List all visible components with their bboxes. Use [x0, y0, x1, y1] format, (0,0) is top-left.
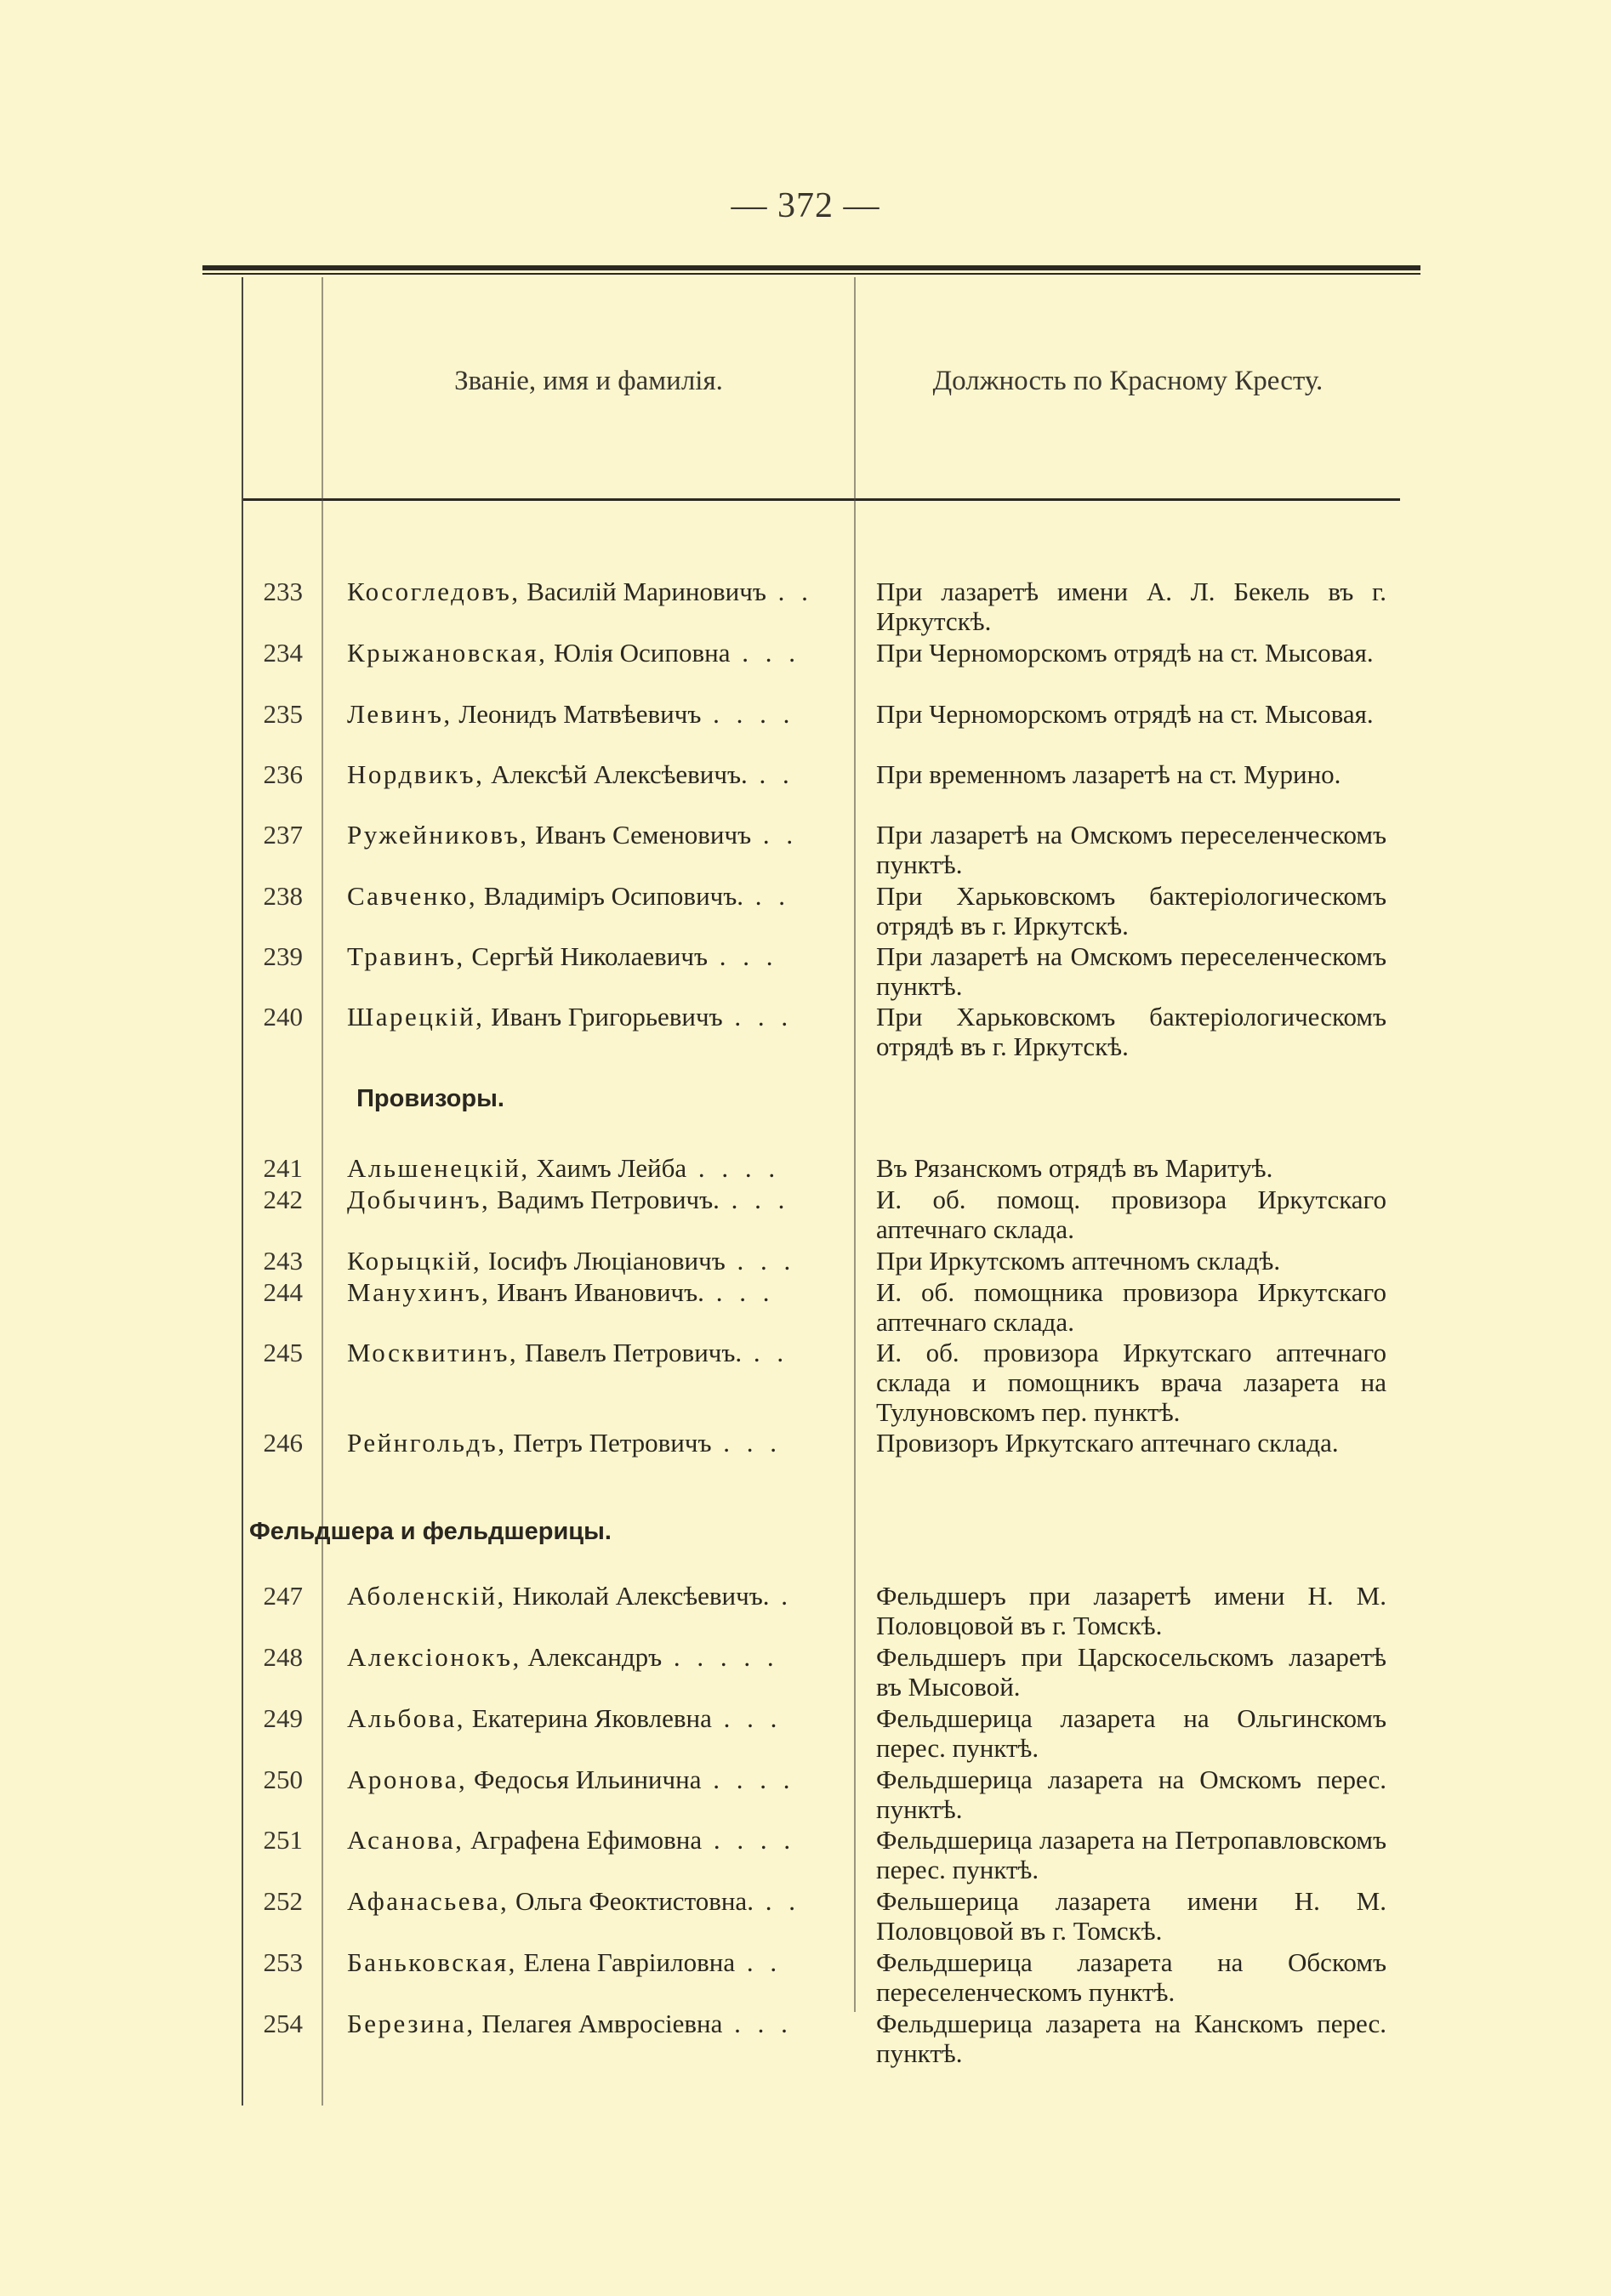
- entry-given-names: Иванъ Ивановичъ.: [490, 1277, 704, 1307]
- entry-name: [347, 2009, 839, 2038]
- entry-surname: Савченко,: [347, 881, 478, 911]
- entry-name: [347, 577, 839, 606]
- entry-surname: Манухинъ,: [347, 1277, 491, 1307]
- entry-number: 241: [263, 1153, 303, 1183]
- entry-name: [347, 881, 839, 911]
- top-thin-rule: [202, 273, 1420, 275]
- entry-name: [347, 1642, 839, 1672]
- entry-leader-dots: . . .: [722, 2009, 793, 2038]
- entry-given-names: Сергѣй Николаевичъ: [464, 941, 708, 971]
- entry-surname: Травинъ,: [347, 941, 465, 971]
- entry-given-names: Николай Алексѣевичъ.: [505, 1581, 770, 1611]
- entry-given-names: Иванъ Семеновичъ: [528, 820, 752, 850]
- entry-name: [347, 1947, 839, 1977]
- entry-leader-dots: . . .: [711, 1703, 783, 1733]
- entry-leader-dots: . . . .: [702, 1825, 796, 1855]
- entry-leader-dots: . . . . .: [662, 1642, 779, 1672]
- entry-given-names: Аграфена Ефимовна: [464, 1825, 703, 1855]
- entry-number: 249: [263, 1703, 303, 1733]
- entry-number: 245: [263, 1338, 303, 1367]
- entry-surname: Нордвикъ,: [347, 759, 485, 789]
- entry-leader-dots: .: [769, 1581, 794, 1611]
- entry-leader-dots: . . . .: [701, 1765, 795, 1794]
- entry-number: 242: [263, 1185, 303, 1214]
- entry-position: При Иркутскомъ аптечномъ складѣ.: [876, 1246, 1281, 1276]
- entry-surname: Асанова,: [347, 1825, 464, 1855]
- entry-leader-dots: . . .: [703, 1277, 775, 1307]
- entry-position: При Черноморскомъ отрядѣ на ст. Мысовая.: [876, 638, 1374, 668]
- entry-surname: Добычинъ,: [347, 1185, 491, 1214]
- entry-surname: Крыжановская,: [347, 638, 548, 668]
- entry-surname: Шарецкій,: [347, 1002, 485, 1031]
- entry-given-names: Леонидъ Матвѣевичъ: [452, 699, 702, 729]
- entry-number: 233: [263, 577, 303, 606]
- entry-name: [347, 1428, 839, 1458]
- entry-given-names: Иванъ Григорьевичъ: [484, 1002, 723, 1031]
- entry-position: При лазаретѣ на Омскомъ переселенческомъ пунктѣ.: [876, 820, 1386, 879]
- entry-leader-dots: . .: [743, 881, 791, 911]
- entry-position: И. об. помощника провизора Иркутскаго аптечнаго склада.: [876, 1277, 1386, 1337]
- entry-surname: Альшенецкій,: [347, 1153, 530, 1183]
- entry-position: Фельдшеръ при Царскосельскомъ лазаретѣ въ Мысовой.: [876, 1642, 1386, 1702]
- entry-position: При лазаретѣ на Омскомъ переселенческомъ пунктѣ.: [876, 941, 1386, 1001]
- entry-given-names: Владиміръ Осиповичъ.: [477, 881, 744, 911]
- entry-surname: Березина,: [347, 2009, 475, 2038]
- entry-given-names: Хаимъ Лейба: [529, 1153, 687, 1183]
- entry-position: И. об. помощ. провизора Иркутскаго аптечнаго склада.: [876, 1185, 1386, 1244]
- entry-name: [347, 1246, 839, 1276]
- entry-surname: Аронова,: [347, 1765, 468, 1794]
- entry-number: 236: [263, 759, 303, 789]
- entry-surname: Левинъ,: [347, 699, 453, 729]
- entry-number: 235: [263, 699, 303, 729]
- entry-name: [347, 1581, 839, 1611]
- entry-surname: Аболенскій,: [347, 1581, 506, 1611]
- entry-surname: Корыцкій,: [347, 1246, 482, 1276]
- entry-leader-dots: . . . .: [686, 1153, 781, 1183]
- entry-given-names: Павелъ Петровичъ.: [518, 1338, 743, 1367]
- section-heading-provisors: Провизоры.: [356, 1085, 504, 1112]
- entry-surname: Косогледовъ,: [347, 577, 521, 606]
- entry-given-names: Елена Гавріиловна: [516, 1947, 736, 1977]
- entry-leader-dots: . . .: [730, 638, 800, 668]
- entry-number: 254: [263, 2009, 303, 2038]
- entry-given-names: Вадимъ Петровичъ.: [490, 1185, 720, 1214]
- entry-given-names: Александръ: [521, 1642, 663, 1672]
- entry-name: [347, 1277, 839, 1307]
- entry-position: При Харьковскомъ бактеріологическомъ отрядѣ въ г. Иркутскѣ.: [876, 1002, 1386, 1061]
- entry-number: 250: [263, 1765, 303, 1794]
- entry-given-names: Іосифъ Люціановичъ: [481, 1246, 726, 1276]
- entry-number: 246: [263, 1428, 303, 1458]
- entry-leader-dots: . .: [766, 577, 813, 606]
- entry-name: [347, 1703, 839, 1733]
- entry-name: [347, 1002, 839, 1031]
- entry-leader-dots: . .: [735, 1947, 783, 1977]
- entry-leader-dots: . .: [753, 1886, 800, 1916]
- number-column-divider: [322, 277, 323, 2106]
- entry-surname: Алексіонокъ,: [347, 1642, 521, 1672]
- entry-given-names: Екатерина Яковлевна: [465, 1703, 712, 1733]
- entry-position: Фельдшерица лазарета на Канскомъ перес. пунктѣ.: [876, 2009, 1386, 2068]
- entry-number: 248: [263, 1642, 303, 1672]
- entry-given-names: Юлія Осиповна: [547, 638, 731, 668]
- entry-position: И. об. провизора Иркутскаго аптечнаго склада и помощникъ врача лазарета на Тулуновскомъ пер. пунктѣ.: [876, 1338, 1386, 1427]
- entry-position: Фельдшерица лазарета на Ольгинскомъ перес. пунктѣ.: [876, 1703, 1386, 1763]
- entry-surname: Афанасьева,: [347, 1886, 509, 1916]
- entry-name: [347, 699, 839, 729]
- entry-given-names: Василій Мариновичъ: [520, 577, 766, 606]
- entry-number: 239: [263, 941, 303, 971]
- entry-number: 244: [263, 1277, 303, 1307]
- entry-number: 243: [263, 1246, 303, 1276]
- entry-name: [347, 1886, 839, 1916]
- entry-name: [347, 1153, 839, 1183]
- entry-number: 237: [263, 820, 303, 850]
- entry-leader-dots: . . .: [711, 1428, 782, 1458]
- entry-surname: Баньковская,: [347, 1947, 517, 1977]
- entry-surname: Москвитинъ,: [347, 1338, 519, 1367]
- entry-surname: Ружейниковъ,: [347, 820, 529, 850]
- entry-number: 251: [263, 1825, 303, 1855]
- entry-position: При временномъ лазаретѣ на ст. Мурино.: [876, 759, 1341, 789]
- page-number: — 372 —: [731, 186, 880, 225]
- entry-given-names: Федосья Ильинична: [467, 1765, 702, 1794]
- entry-name: [347, 941, 839, 971]
- name-position-divider: [854, 277, 856, 2012]
- entry-given-names: Пелагея Амвросіевна: [475, 2009, 723, 2038]
- entry-given-names: Ольга Феоктистовна.: [509, 1886, 754, 1916]
- entry-position: Въ Рязанскомъ отрядѣ въ Маритуѣ.: [876, 1153, 1273, 1183]
- entry-position: Фельшерица лазарета имени Н. М. Половцовой въ г. Томскѣ.: [876, 1886, 1386, 1946]
- name-column-header: Званіе, имя и фамилія.: [454, 366, 723, 396]
- entry-position: Фельдшеръ при лазаретѣ имени Н. М. Половцовой въ г. Томскѣ.: [876, 1581, 1386, 1640]
- entry-number: 247: [263, 1581, 303, 1611]
- top-double-rule: [202, 265, 1420, 270]
- entry-leader-dots: . . .: [719, 1185, 790, 1214]
- header-bottom-rule: [242, 498, 1400, 501]
- entry-position: Фельдшерица лазарета на Обскомъ переселенческомъ пунктѣ.: [876, 1947, 1386, 2007]
- entry-number: 252: [263, 1886, 303, 1916]
- entry-name: [347, 1825, 839, 1855]
- entry-name: [347, 1185, 839, 1214]
- entry-leader-dots: . . .: [707, 941, 778, 971]
- section-heading-feldshers: Фельдшера и фельдшерицы.: [249, 1518, 612, 1545]
- entry-surname: Альбова,: [347, 1703, 466, 1733]
- entry-leader-dots: . . .: [725, 1246, 796, 1276]
- entry-leader-dots: . . . .: [701, 699, 795, 729]
- entry-name: [347, 638, 839, 668]
- entry-number: 238: [263, 881, 303, 911]
- entry-given-names: Петръ Петровичъ: [506, 1428, 712, 1458]
- entry-number: 253: [263, 1947, 303, 1977]
- entry-position: Фельдшерица лазарета на Петропавловскомъ перес. пунктѣ.: [876, 1825, 1386, 1884]
- entry-position: При Харьковскомъ бактеріологическомъ отрядѣ въ г. Иркутскѣ.: [876, 881, 1386, 941]
- entry-given-names: Алексѣй Алексѣевичъ.: [484, 759, 748, 789]
- entry-number: 234: [263, 638, 303, 668]
- position-column-header: Должность по Красному Кресту.: [932, 366, 1324, 396]
- entry-name: [347, 820, 839, 850]
- entry-position: При лазаретѣ имени А. Л. Бекель въ г. Иркутскѣ.: [876, 577, 1386, 636]
- entry-position: Фельдшерица лазарета на Омскомъ перес. пунктѣ.: [876, 1765, 1386, 1824]
- entry-name: [347, 1765, 839, 1794]
- entry-leader-dots: . .: [747, 759, 794, 789]
- entry-surname: Рейнгольдъ,: [347, 1428, 507, 1458]
- entry-position: При Черноморскомъ отрядѣ на ст. Мысовая.: [876, 699, 1374, 729]
- entry-leader-dots: . .: [742, 1338, 789, 1367]
- entry-name: [347, 1338, 839, 1367]
- entry-leader-dots: . .: [751, 820, 799, 850]
- entry-leader-dots: . . .: [722, 1002, 794, 1031]
- entry-number: 240: [263, 1002, 303, 1031]
- entry-name: [347, 759, 839, 789]
- entry-position: Провизоръ Иркутскаго аптечнаго склада.: [876, 1428, 1339, 1458]
